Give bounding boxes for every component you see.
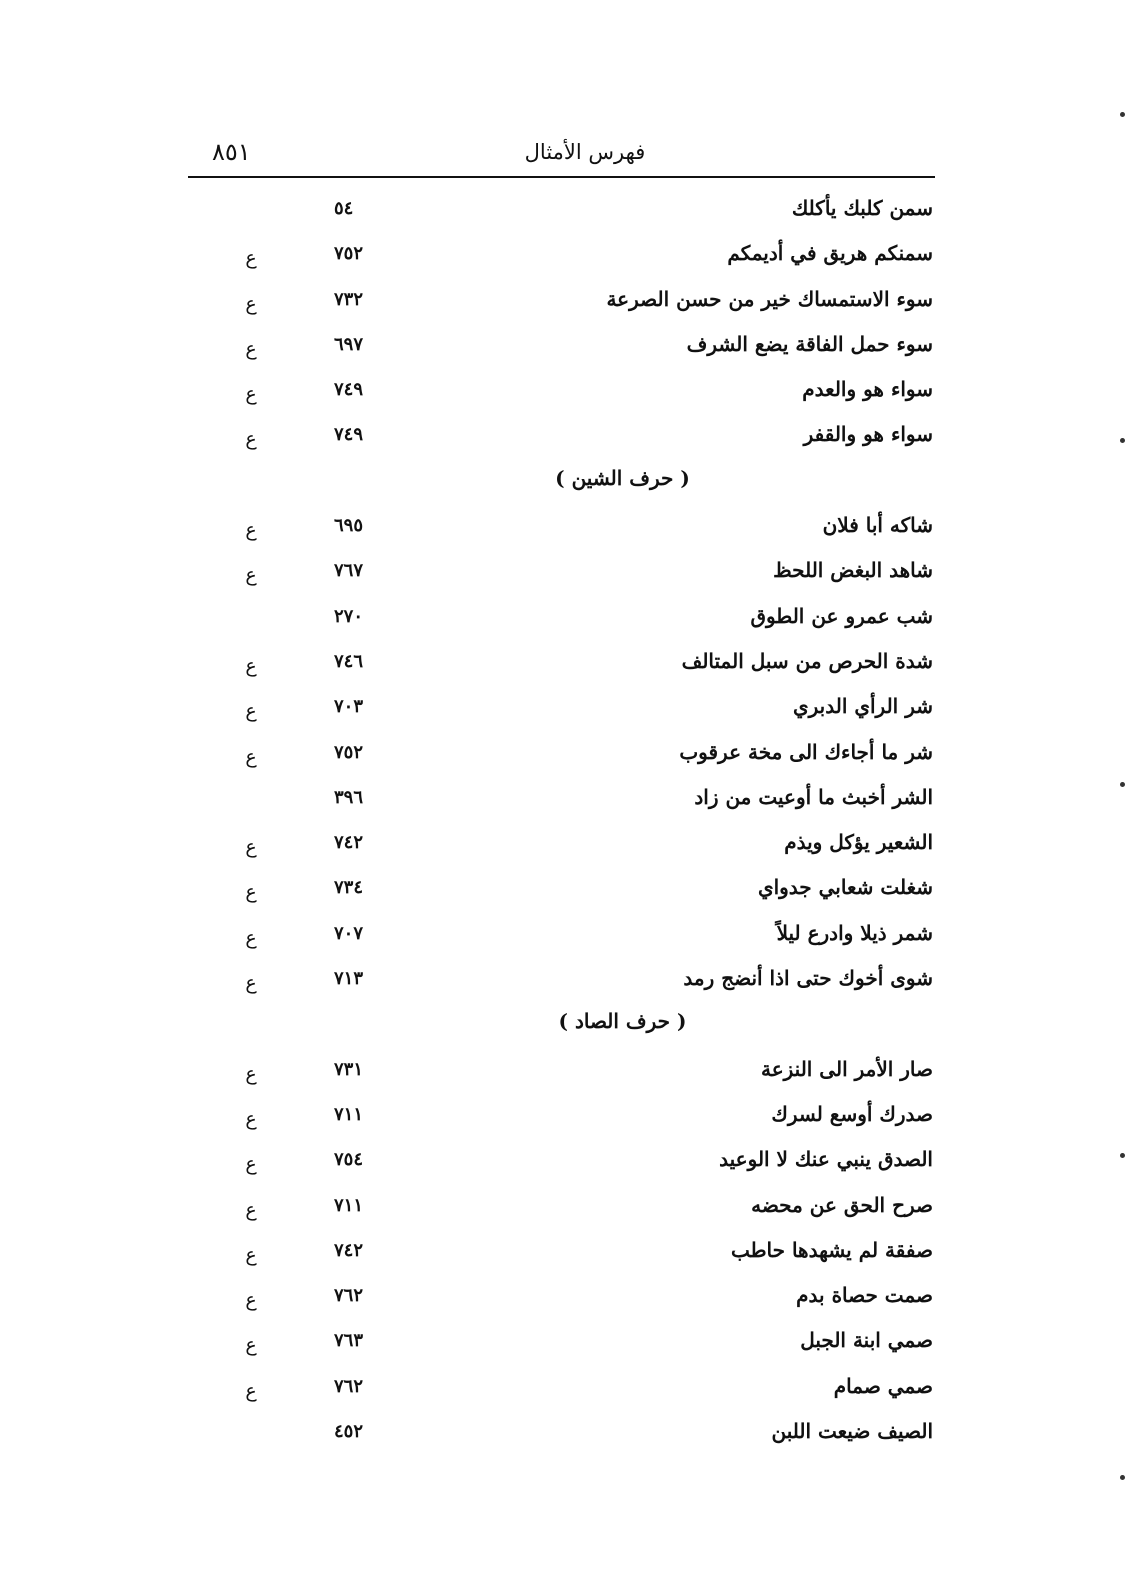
source-mark: ع (245, 1379, 257, 1402)
proverb-text: الشعير يؤكل ويذم (784, 830, 933, 855)
proverb-text: شر ما أجاءك الى مخة عرقوب (679, 739, 933, 764)
page-reference: ٧١١ (334, 1103, 364, 1125)
source-mark: ع (245, 1243, 257, 1266)
proverb-row (0, 328, 1130, 373)
source-mark: ع (245, 1198, 257, 1221)
source-mark: ع (245, 383, 257, 406)
proverb-text: سمن كلبك يأكلك (791, 196, 933, 220)
source-mark: ع (245, 972, 257, 995)
proverb-text: شدة الحرص من سبل المتالف (681, 648, 933, 673)
page-reference: ٦٩٧ (334, 333, 364, 355)
proverb-row (0, 373, 1130, 418)
proverb-row (0, 781, 1130, 826)
page-reference: ٧٤٩ (334, 424, 364, 446)
page-reference: ٢٧٠ (334, 605, 364, 627)
page-title: فهرس الأمثال (524, 140, 646, 164)
proverb-row (0, 237, 1130, 282)
proverb-row (0, 509, 1130, 554)
section-heading-text: ( حرف الصاد ) (558, 1009, 687, 1034)
proverb-text: سواء هو والقفر (803, 422, 933, 447)
proverb-text: الشر أخبث ما أوعيت من زاد (694, 784, 933, 809)
proverb-row (0, 192, 1130, 237)
proverb-text: شاهد البغض اللحظ (773, 558, 933, 583)
proverb-text: صفقة لم يشهدها حاطب (730, 1237, 933, 1262)
proverb-text: صمت حصاة بدم (796, 1283, 933, 1308)
source-mark: ع (245, 700, 257, 723)
proverb-row (0, 418, 1130, 463)
proverb-text: شغلت شعابي جدواي (757, 875, 933, 900)
page-reference: ٧١٣ (334, 968, 364, 990)
proverb-row (0, 871, 1130, 916)
proverb-text: الصدق ينبي عنك لا الوعيد (719, 1147, 933, 1172)
proverb-text: صمي صمام (833, 1373, 933, 1398)
proverb-text: صدرك أوسع لسرك (771, 1101, 933, 1126)
proverb-row (0, 1324, 1130, 1369)
proverb-row (0, 917, 1130, 962)
source-mark: ع (245, 1062, 257, 1085)
proverb-row (0, 1415, 1130, 1460)
proverb-text: صرح الحق عن محضه (751, 1192, 933, 1217)
page-reference: ٧٣٢ (334, 288, 364, 310)
source-mark: ع (245, 836, 257, 859)
page-reference: ٧٦٣ (334, 1330, 364, 1352)
page-reference: ٧١١ (334, 1194, 364, 1216)
proverb-text: سواء هو والعدم (802, 377, 933, 402)
section-heading-text: ( حرف الشين ) (555, 465, 690, 490)
source-mark: ع (245, 247, 257, 270)
proverb-row (0, 736, 1130, 781)
proverb-text: شمر ذيلا وادرع ليلاً (776, 920, 933, 945)
page-reference: ٧٥٢ (334, 243, 364, 265)
source-mark: ع (245, 1107, 257, 1130)
source-mark: ع (245, 428, 257, 451)
proverb-row (0, 690, 1130, 735)
page-reference: ٦٩٥ (334, 515, 364, 537)
source-mark: ع (245, 1334, 257, 1357)
source-mark: ع (245, 292, 257, 315)
proverb-text: سمنكم هريق في أديمكم (727, 241, 933, 266)
source-mark: ع (245, 337, 257, 360)
page-reference: ٧٤٢ (334, 1239, 364, 1261)
page-reference: ٧٥٢ (334, 741, 364, 763)
proverb-text: شر الرأي الدبري (792, 694, 933, 719)
proverb-text: صار الأمر الى النزعة (760, 1056, 933, 1081)
page-reference: ٧٦٢ (334, 1285, 364, 1307)
proverb-row (0, 1370, 1130, 1415)
source-mark: ع (245, 564, 257, 587)
page-number: ٨٥١ (212, 138, 251, 166)
proverb-row (0, 554, 1130, 599)
page-header (0, 138, 1130, 178)
page-reference: ٥٤ (334, 198, 354, 219)
source-mark: ع (245, 881, 257, 904)
proverb-text: الصيف ضيعت اللبن (771, 1419, 933, 1444)
proverb-text: شاكه أبا فلان (822, 513, 933, 538)
source-mark: ع (245, 1289, 257, 1312)
page-reference: ٧٣٤ (334, 877, 364, 899)
proverb-text: شب عمرو عن الطوق (750, 603, 933, 628)
page-reference: ٧٤٢ (334, 832, 364, 854)
proverb-row (0, 1189, 1130, 1234)
proverb-row (0, 645, 1130, 690)
page-reference: ٧٠٧ (334, 922, 364, 944)
page-reference: ٧٤٦ (334, 650, 364, 672)
section-heading (0, 464, 1130, 509)
proverb-row (0, 600, 1130, 645)
proverb-row (0, 283, 1130, 328)
page-reference: ٤٥٢ (334, 1421, 364, 1443)
source-mark: ع (245, 926, 257, 949)
proverb-row (0, 962, 1130, 1007)
proverb-row (0, 1279, 1130, 1324)
source-mark: ع (245, 519, 257, 542)
page-reference: ٧٣١ (334, 1058, 364, 1080)
proverb-row (0, 826, 1130, 871)
page-reference: ٧٠٣ (334, 696, 364, 718)
source-mark: ع (245, 654, 257, 677)
page-reference: ٧٥٤ (334, 1149, 364, 1171)
proverb-row (0, 1098, 1130, 1143)
source-mark: ع (245, 1153, 257, 1176)
proverb-index-list (0, 192, 1130, 1460)
header-rule (188, 176, 935, 178)
source-mark: ع (245, 745, 257, 768)
proverb-text: شوى أخوك حتى اذا أنضج رمد (683, 966, 933, 991)
page-reference: ٣٩٦ (334, 786, 364, 808)
section-heading (0, 1007, 1130, 1052)
page-reference: ٧٦٧ (334, 560, 364, 582)
page-reference: ٧٦٢ (334, 1375, 364, 1397)
proverb-row (0, 1143, 1130, 1188)
proverb-text: سوء حمل الفاقة يضع الشرف (686, 331, 933, 356)
page-reference: ٧٤٩ (334, 379, 364, 401)
proverb-row (0, 1053, 1130, 1098)
proverb-text: سوء الاستمساك خير من حسن الصرعة (606, 286, 933, 311)
proverb-row (0, 1234, 1130, 1279)
proverb-text: صمي ابنة الجبل (800, 1328, 933, 1353)
